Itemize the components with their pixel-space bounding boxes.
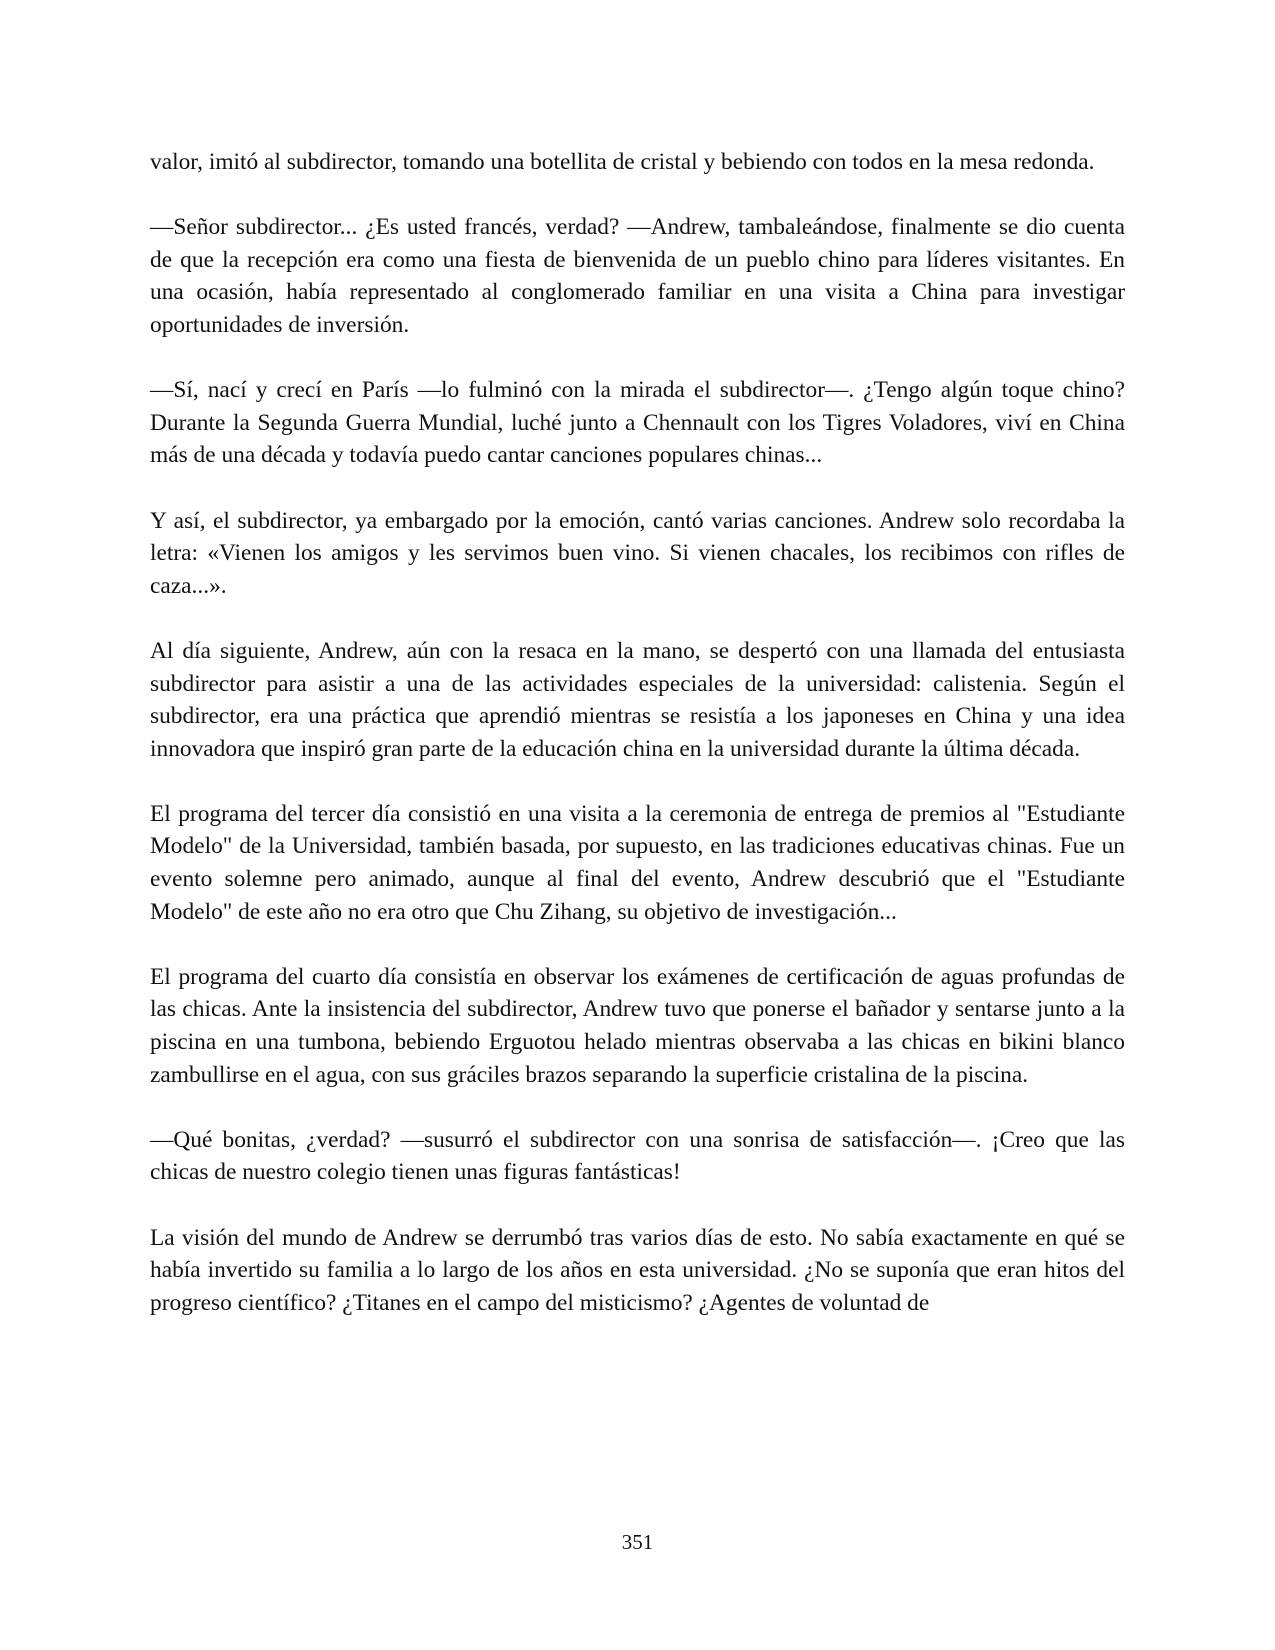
paragraph: Y así, el subdirector, ya embargado por la emoción, cantó varias canciones. Andrew solo recordaba la letra: «Vienen los amigos y les servimos buen vino. Si vienen chacales, los recibimos con rifles de caza...». (150, 507, 1125, 599)
paragraph: —Sí, nací y crecí en París —lo fulminó con la mirada el subdirector—. ¿Tengo algún toque chino? Durante la Segunda Guerra Mundial, luché junto a Chennault con los Tigres Voladores, viví en China más de una década y todavía puedo cantar canciones populares chinas... (150, 377, 1125, 469)
paragraph: La visión del mundo de Andrew se derrumbó tras varios días de esto. No sabía exactamente en qué se había invertido su familia a lo largo de los años en esta universidad. ¿No se suponía que eran hitos del progreso científico? ¿Titanes en el campo del misticismo? ¿Agentes de voluntad de (150, 1224, 1125, 1316)
page-number: 351 (621, 1530, 654, 1554)
body-text (150, 146, 1125, 1319)
paragraph: valor, imitó al subdirector, tomando una botellita de cristal y bebiendo con todos en la mesa redonda. (150, 149, 1095, 175)
paragraph: Al día siguiente, Andrew, aún con la resaca en la mano, se despertó con una llamada del entusiasta subdirector para asistir a una de las actividades especiales de la universidad: calistenia. Según el subdirector, era una práctica que aprendió mientras se resistía a los japoneses en China y una idea innovadora que inspiró gran parte de la educación china en la universidad durante la última década. (150, 637, 1125, 762)
paragraph: —Señor subdirector... ¿Es usted francés, verdad? —Andrew, tambaleándose, finalmente se dio cuenta de que la recepción era como una fiesta de bienvenida de un pueblo chino para líderes visitantes. En una ocasión, había representado al conglomerado familiar en una visita a China para investigar oportunidades de inversión. (150, 214, 1125, 338)
paragraph: El programa del tercer día consistió en una visita a la ceremonia de entrega de premios al "Estudiante Modelo" de la Universidad, también basada, por supuesto, en las tradiciones educativas chinas. Fue un evento solemne pero animado, aunque al final del evento, Andrew descubrió que el "Estudiante Modelo" de este año no era otro que Chu Zihang, su objetivo de investigación... (150, 800, 1125, 925)
paragraph: El programa del cuarto día consistía en observar los exámenes de certificación de aguas profundas de las chicas. Ante la insistencia del subdirector, Andrew tuvo que ponerse el bañador y sentarse junto a la piscina en una tumbona, bebiendo Erguotou helado mientras observaba a las chicas en bikini blanco zambullirse en el agua, con sus gráciles brazos separando la superficie cristalina de la piscina. (150, 963, 1125, 1088)
paragraph: —Qué bonitas, ¿verdad? —susurró el subdirector con una sonrisa de satisfacción—. ¡Creo que las chicas de nuestro colegio tienen unas figuras fantásticas! (150, 1126, 1125, 1186)
